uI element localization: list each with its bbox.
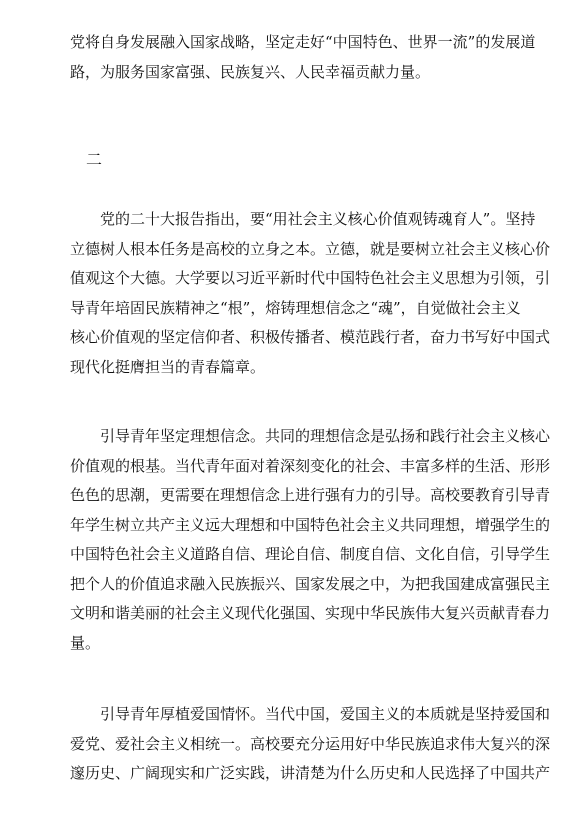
text-line: 色色的思潮，更需要在理想信念上进行强有力的引导。高校要教育引导青 [70,486,551,504]
continuation-paragraph [70,28,536,87]
paragraph-1 [70,205,551,382]
text-line: 现代化挺膺担当的青春篇章。 [70,357,266,376]
section-heading: 二 [86,150,103,169]
text-line: 核心价值观的坚定信仰者、积极传播者、模范践行者，奋力书写好中国式 [70,328,551,346]
text-line: 值观这个大德。大学要以习近平新时代中国特色社会主义思想为引领，引 [70,269,551,287]
text-line: 党的二十大报告指出，要“用社会主义核心价值观铸魂育人”。坚持 [100,210,536,228]
text-line: 邃历史、广阔现实和广泛实践，讲清楚为什么历史和人民选择了中国共产 [70,764,551,782]
text-line: 引导青年坚定理想信念。共同的理想信念是弘扬和践行社会主义核心 [100,427,551,445]
paragraph-2 [70,422,551,658]
text-line: 立德树人根本任务是高校的立身之本。立德，就是要树立社会主义核心价 [70,239,551,258]
text-line: 中国特色社会主义道路自信、理论自信、制度自信、文化自信，引导学生 [70,545,551,563]
text-line: 年学生树立共产主义远大理想和中国特色社会主义共同理想，增强学生的 [70,515,551,534]
text-line: 爱党、爱社会主义相统一。高校要充分运用好中华民族追求伟大复兴的深 [70,734,551,753]
paragraph-3 [70,700,551,789]
text-line: 价值观的根基。当代青年面对着深刻变化的社会、丰富多样的生活、形形 [70,456,551,475]
text-line: 导青年培固民族精神之“根”，熔铸理想信念之“魂”，自觉做社会主义 [70,298,521,317]
text-line: 把个人的价值追求融入民族振兴、国家发展之中，为把我国建成富强民主 [70,574,551,593]
text-line: 党将自身发展融入国家战略，坚定走好“中国特色、世界一流”的发展道 [70,33,536,51]
text-line: 量。 [70,633,101,652]
text-line: 文明和谐美丽的社会主义现代化强国、实现中华民族伟大复兴贡献青春力 [70,604,551,622]
text-line: 引导青年厚植爱国情怀。当代中国，爱国主义的本质就是坚持爱国和 [100,705,551,723]
text-line: 路，为服务国家富强、民族复兴、人民幸福贡献力量。 [70,62,431,81]
